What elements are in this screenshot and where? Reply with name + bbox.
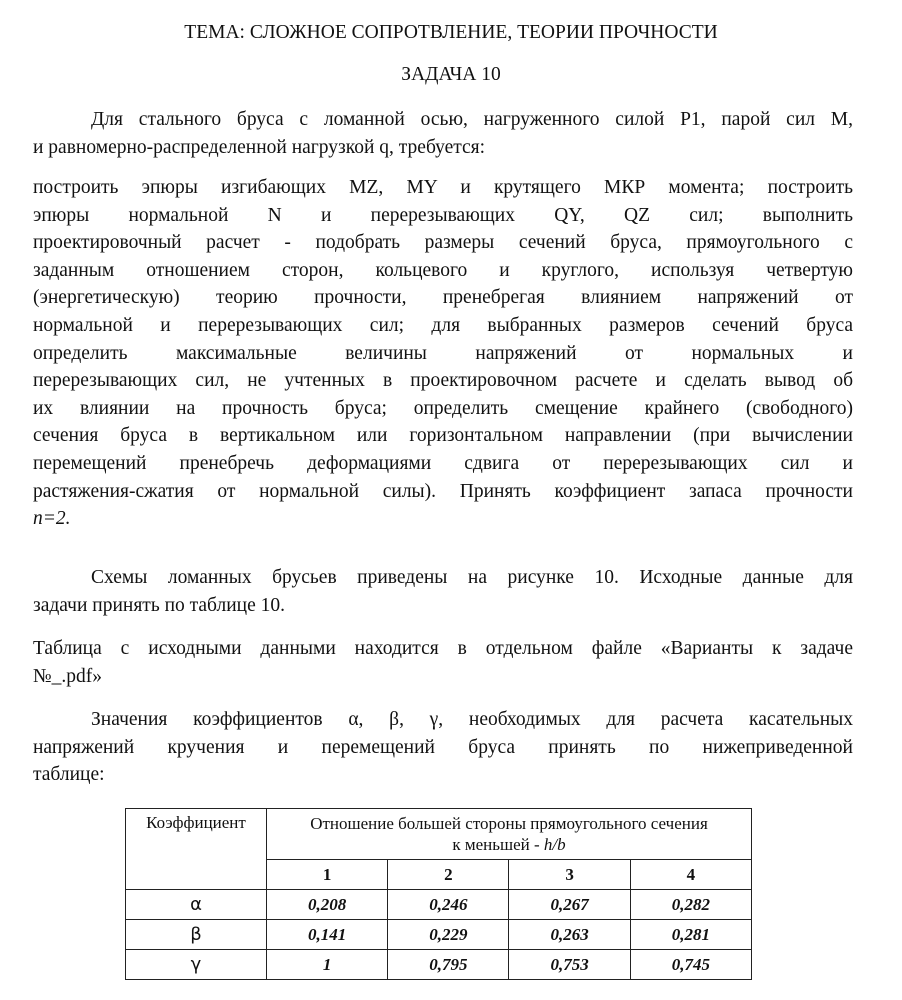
ratio-col: 1 — [267, 860, 388, 890]
text-line: и равномерно-распределенной нагрузкой q, требуется: — [33, 136, 486, 158]
ratio-col: 3 — [509, 860, 630, 890]
col-header-ratio — [267, 809, 752, 860]
document-title: ТЕМА: СЛОЖНОЕ СОПРОТВЛЕНИЕ, ТЕОРИИ ПРОЧНОСТИ — [184, 22, 718, 43]
coefficient-value: 0,267 — [509, 890, 630, 920]
text-line: растяжения-сжатия от нормальной силы). Принять коэффициент запаса прочности — [33, 480, 853, 502]
text-line: определить максимальные величины напряжений от нормальных и — [33, 342, 853, 364]
coefficient-value: 0,263 — [509, 920, 630, 950]
coefficient-value: 0,282 — [630, 890, 751, 920]
text-line: проектировочный расчет - подобрать размеры сечений бруса, прямоугольного с — [33, 232, 853, 254]
coefficient-value: 0,795 — [388, 950, 509, 980]
text-line: их влиянии на прочность бруса; определить смещение крайнего (свободного) — [33, 397, 853, 419]
requirements-paragraph — [33, 174, 853, 533]
coefficient-value: 0,246 — [388, 890, 509, 920]
coefficient-value: 0,753 — [509, 950, 630, 980]
coefficient-name: α — [126, 890, 267, 920]
coefficient-value: 0,745 — [630, 950, 751, 980]
coefficient-name: γ — [126, 950, 267, 980]
table-row — [126, 890, 752, 920]
coefficient-value: 0,229 — [388, 920, 509, 950]
text-line: Значения коэффициентов α, β, γ, необходимых для расчета касательных — [91, 709, 853, 730]
coefficient-value: 0,208 — [267, 890, 388, 920]
text-line: таблице: — [33, 764, 105, 786]
coefficients-table — [125, 808, 752, 980]
ratio-col: 4 — [630, 860, 751, 890]
coefficient-name: β — [126, 920, 267, 950]
header-line1: Отношение большей стороны прямоугольного сечения — [310, 814, 708, 833]
safety-factor: n=2. — [33, 508, 71, 530]
text-line: нормальной и перерезывающих сил; для выбранных размеров сечений бруса — [33, 314, 853, 336]
text-line: №_.pdf» — [33, 665, 102, 687]
text-line: Таблица с исходными данными находится в отдельном файле «Варианты к задаче — [33, 638, 853, 659]
text-line: перерезывающих сил, не учтенных в проектировочном расчете и сделать вывод об — [33, 370, 853, 392]
text-line: Схемы ломанных брусьев приведены на рисунке 10. Исходные данные для — [91, 567, 853, 588]
coefficient-value: 0,141 — [267, 920, 388, 950]
text-line: эпюры нормальной N и перерезывающих QY, QZ сил; выполнить — [33, 204, 853, 226]
text-line: Для стального бруса с ломанной осью, нагруженного силой P1, парой сил M, — [91, 109, 853, 130]
intro-paragraph — [33, 106, 853, 161]
table-row — [126, 950, 752, 980]
task-number: ЗАДАЧА 10 — [401, 64, 501, 85]
table-row — [126, 920, 752, 950]
text-line: сечения бруса в вертикальном или горизонтальном направлении (при вычислении — [33, 425, 853, 447]
ratio-col: 2 — [388, 860, 509, 890]
coefficients-paragraph — [33, 706, 853, 789]
col-header-coefficient: Коэффициент — [126, 809, 267, 890]
coefficient-value: 0,281 — [630, 920, 751, 950]
header-hb: h/b — [543, 835, 566, 854]
header-line2: к меньшей - — [452, 835, 544, 854]
text-line: заданным отношением сторон, кольцевого и круглого, используя четвертую — [33, 259, 853, 281]
text-line: построить эпюры изгибающих MZ, MY и крутящего МКР момента; построить — [33, 177, 853, 198]
schemes-paragraph — [33, 564, 853, 619]
table-file-paragraph — [33, 635, 853, 690]
text-line: (энергетическую) теорию прочности, пренебрегая влиянием напряжений от — [33, 287, 853, 309]
coefficient-value: 1 — [267, 950, 388, 980]
text-line: перемещений пренебречь деформациями сдвига от перерезывающих сил и — [33, 452, 853, 474]
text-line: задачи принять по таблице 10. — [33, 594, 286, 616]
text-line: напряжений кручения и перемещений бруса принять по нижеприведенной — [33, 736, 853, 758]
